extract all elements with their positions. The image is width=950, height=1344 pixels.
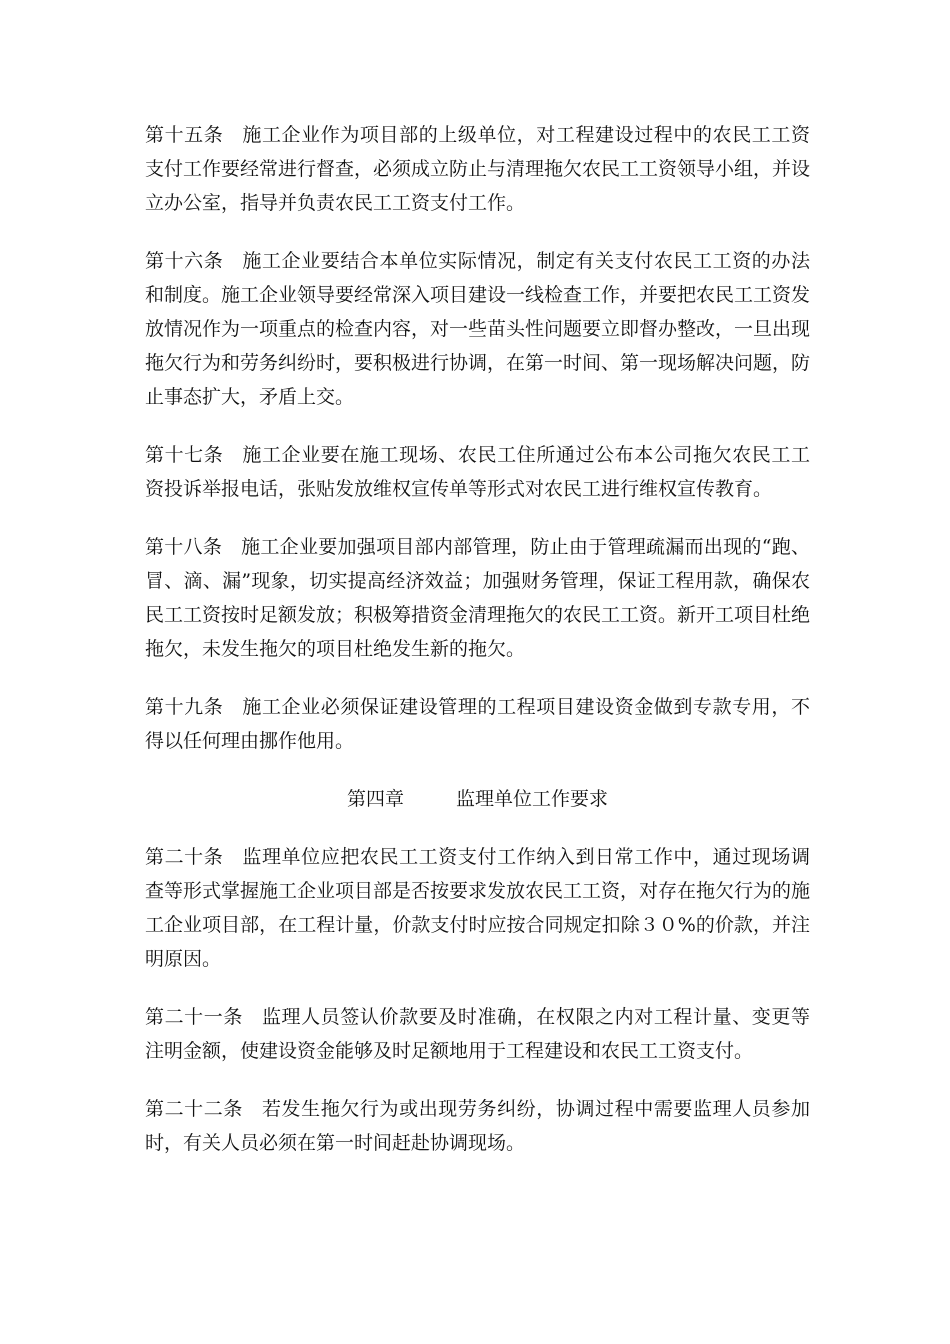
article-label: 第二十条	[145, 846, 224, 868]
article-label: 第十九条	[145, 696, 224, 718]
article-text: 监理单位应把农民工工资支付工作纳入到日常工作中，通过现场调查等形式掌握施工企业项目部是否按要求发放农民工工资，对存在拖欠行为的施工企业项目部，在工程计量，价款支付时应按合同规定扣除３０%的价款，并注明原因。	[145, 846, 811, 970]
article-label: 第十六条	[145, 250, 224, 272]
article-text: 施工企业必须保证建设管理的工程项目建设资金做到专款专用，不得以任何理由挪作他用。	[145, 696, 810, 752]
article-text: 施工企业要加强项目部内部管理，防止由于管理疏漏而出现的“跑、冒、滴、漏”现象，切实提高经济效益；加强财务管理，保证工程用款，确保农民工工资按时足额发放；积极筹措资金清理拖欠的农民工工资。新开工项目杜绝拖欠，未发生拖欠的项目杜绝发生新的拖欠。	[145, 536, 811, 660]
chapter-title: 监理单位工作要求	[456, 788, 609, 810]
article-15	[145, 118, 810, 220]
article-label: 第二十二条	[145, 1098, 243, 1120]
article-text: 施工企业作为项目部的上级单位，对工程建设过程中的农民工工资支付工作要经常进行督查，必须成立防止与清理拖欠农民工工资领导小组，并设立办公室，指导并负责农民工工资支付工作。	[145, 124, 811, 214]
article-21	[145, 1000, 810, 1068]
article-label: 第十八条	[145, 536, 223, 558]
document-page	[145, 118, 810, 1184]
article-16	[145, 244, 810, 414]
article-text: 施工企业要结合本单位实际情况，制定有关支付农民工工资的办法和制度。施工企业领导要经常深入项目建设一线检查工作，并要把农民工工资发放情况作为一项重点的检查内容，对一些苗头性问题要立即督办整改，一旦出现拖欠行为和劳务纠纷时，要积极进行协调，在第一时间、第一现场解决问题，防止事态扩大，矛盾上交。	[145, 250, 811, 408]
article-text: 监理人员签认价款要及时准确，在权限之内对工程计量、变更等注明金额，使建设资金能够及时足额地用于工程建设和农民工工资支付。	[145, 1006, 810, 1062]
article-text: 若发生拖欠行为或出现劳务纠纷，协调过程中需要监理人员参加时，有关人员必须在第一时间赶赴协调现场。	[145, 1098, 810, 1154]
article-label: 第十七条	[145, 444, 224, 466]
article-17	[145, 438, 810, 506]
article-18	[145, 530, 810, 666]
article-22	[145, 1092, 810, 1160]
article-label: 第十五条	[145, 124, 224, 146]
chapter-number: 第四章	[346, 788, 404, 810]
article-text: 施工企业要在施工现场、农民工住所通过公布本公司拖欠农民工工资投诉举报电话，张贴发放维权宣传单等形式对农民工进行维权宣传教育。	[145, 444, 810, 500]
article-19	[145, 690, 810, 758]
chapter-heading	[145, 782, 810, 816]
article-label: 第二十一条	[145, 1006, 243, 1028]
article-20	[145, 840, 810, 976]
